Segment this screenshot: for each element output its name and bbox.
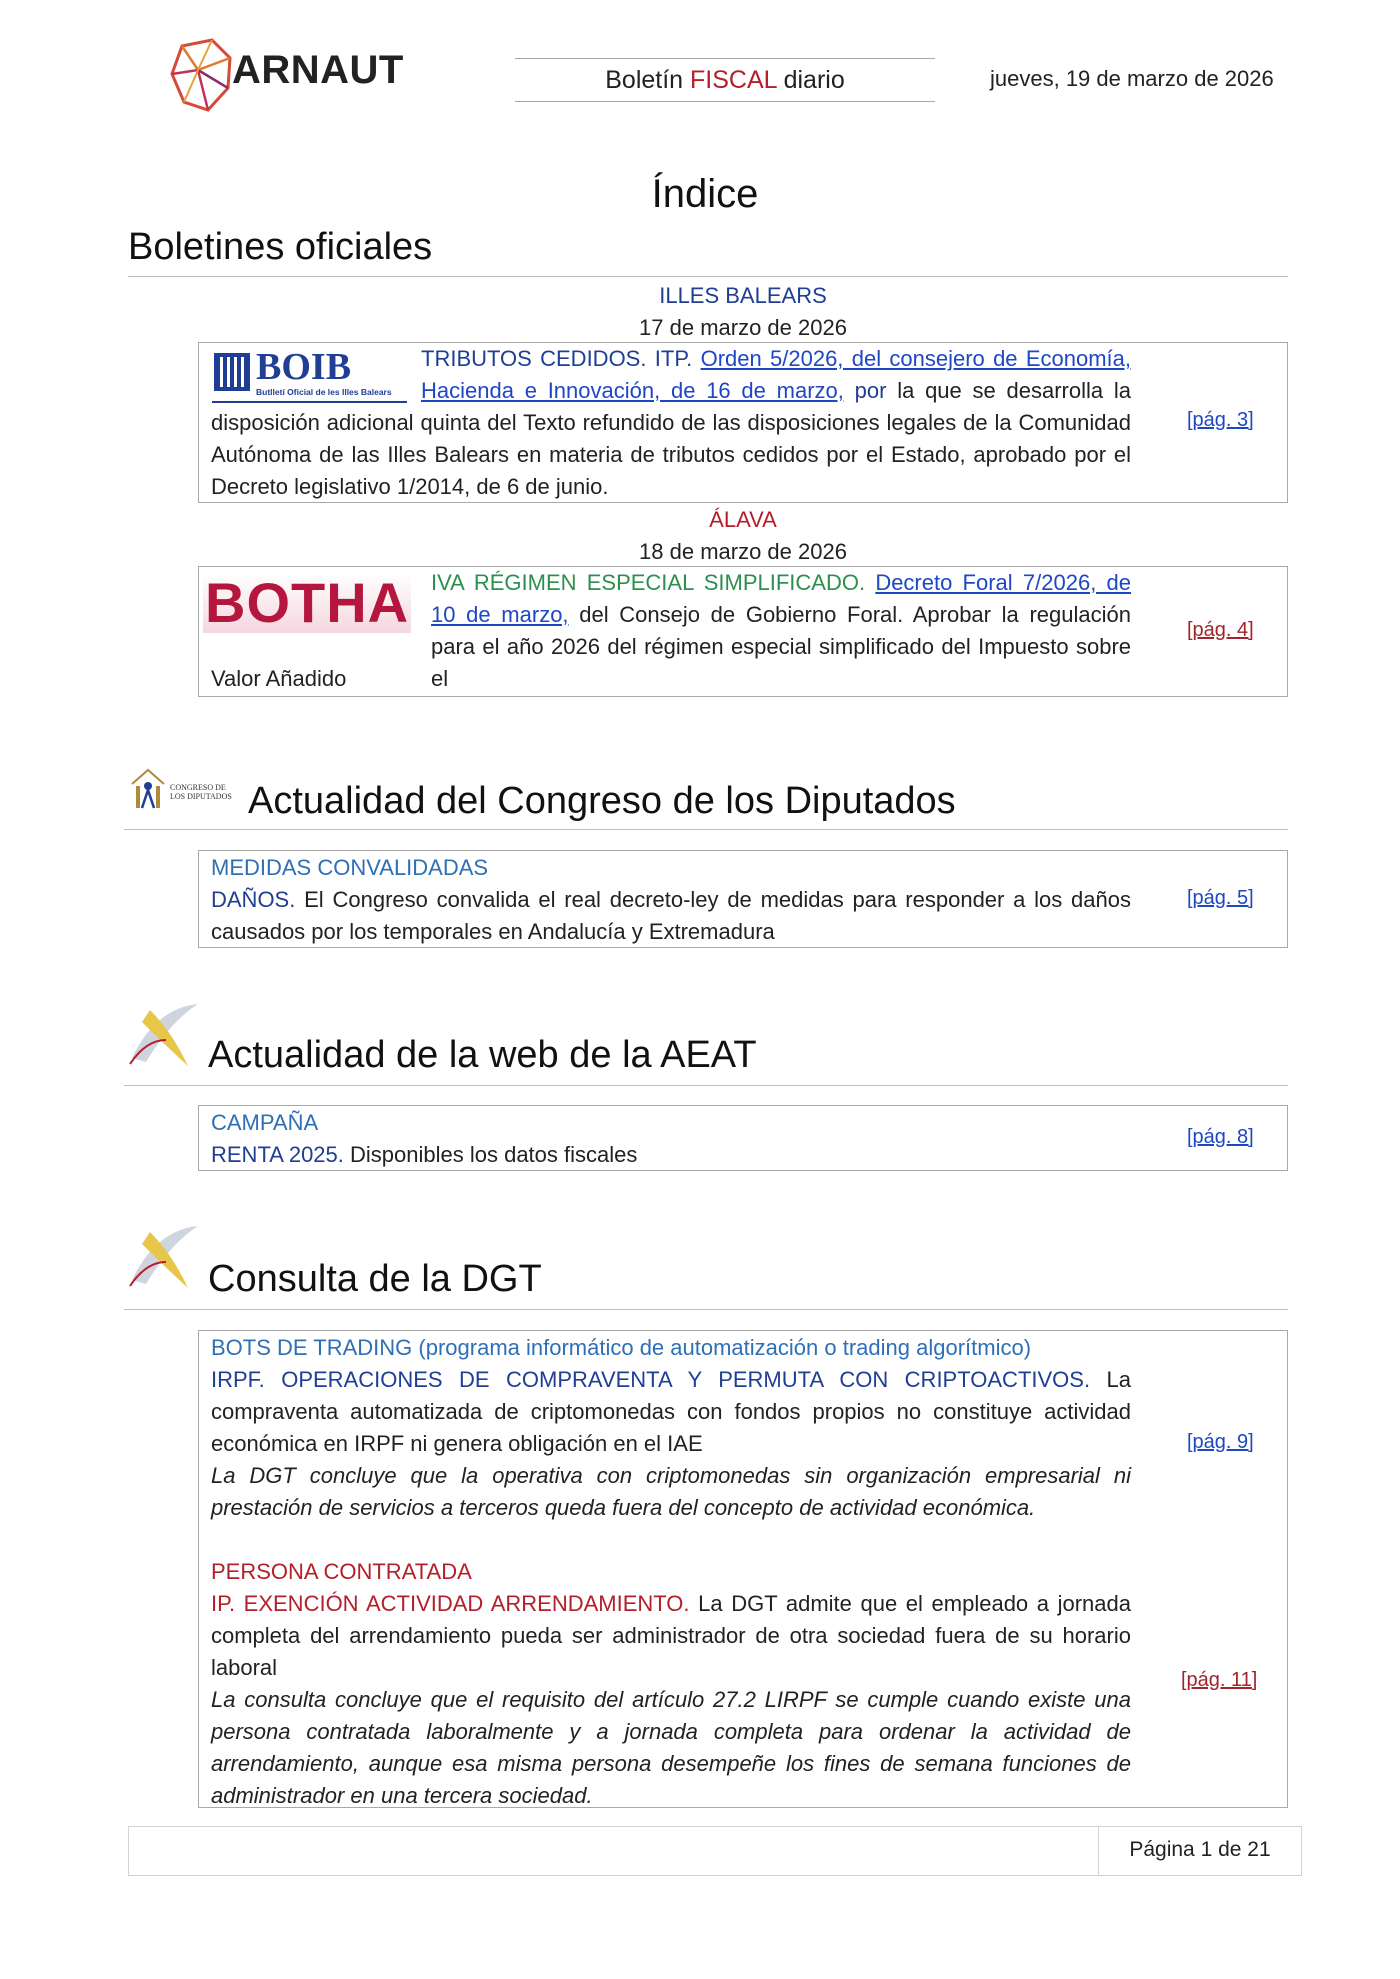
- aeat-category: CAMPAÑA: [211, 1110, 319, 1135]
- aeat-entry: [198, 1105, 1288, 1171]
- page-link-9[interactable]: [pág. 9]: [1187, 1431, 1254, 1453]
- section-title-boletines: Boletines oficiales: [128, 226, 433, 268]
- region-alava: ÁLAVA: [709, 507, 777, 532]
- boletin-entry-boib: [198, 342, 1288, 503]
- header-date: jueves, 19 de marzo de 2026: [990, 66, 1274, 91]
- congreso-logo-text: CONGRESO DE LOS DIPUTADOS: [170, 783, 232, 801]
- page-link-4[interactable]: [pág. 4]: [1187, 619, 1254, 641]
- botha-item-text: IVA RÉGIMEN ESPECIAL SIMPLIFICADO. Decreto Foral 7/2026, de 10 de marzo, del Consejo de Gobierno Foral. Aprobar la regulación para el año 2026 del régimen especial simplificado del Impuesto sobre el: [431, 570, 1131, 691]
- dgt-category-2: PERSONA CONTRATADA: [211, 1559, 472, 1584]
- section-divider: [128, 276, 1288, 277]
- boib-order-link[interactable]: Orden 5/2026, del consejero de Economía, Hacienda e Innovación, de 16 de marzo,: [421, 346, 1131, 403]
- region-illes-balears: ILLES BALEARS: [659, 283, 827, 308]
- dgt-logo-icon: [126, 1222, 208, 1292]
- dgt-category-1: BOTS DE TRADING (programa informático de automatización o trading algorítmico): [211, 1335, 1032, 1360]
- section-divider: [124, 1309, 1288, 1310]
- congreso-category: MEDIDAS CONVALIDADAS: [211, 855, 489, 880]
- dgt-item-2-text: IP. EXENCIÓN ACTIVIDAD ARRENDAMIENTO. La DGT admite que el empleado a jornada completa del arrendamiento pueda ser administrador de otra sociedad fuera de su horario laboral: [211, 1591, 1131, 1680]
- aeat-item-text: RENTA 2025. Disponibles los datos fiscales: [211, 1142, 638, 1167]
- congreso-entry: [198, 850, 1288, 948]
- page-link-11[interactable]: [pág. 11]: [1181, 1669, 1258, 1691]
- botha-logo-text: BOTHA: [205, 571, 410, 634]
- section-divider: [124, 1085, 1288, 1086]
- page-link-5[interactable]: [pág. 5]: [1187, 887, 1254, 909]
- page-number: Página 1 de 21: [1129, 1838, 1271, 1861]
- logo-text: ARNAUT: [232, 48, 404, 92]
- congreso-logo-icon: [126, 764, 170, 814]
- aeat-logo-icon: [126, 1000, 208, 1070]
- boletin-entry-botha: [198, 566, 1288, 697]
- dgt-item-1-text: IRPF. OPERACIONES DE COMPRAVENTA Y PERMUTA CON CRIPTOACTIVOS. La compraventa automatizada de criptomonedas con fondos propios no constituye actividad económica en IRPF ni genera obligación en el IAE: [211, 1367, 1131, 1456]
- section-title-dgt: Consulta de la DGT: [208, 1258, 542, 1300]
- dgt-item-1-summary: La DGT concluye que la operativa con criptomonedas sin organización empresarial ni prestación de servicios a terceros queda fuera del concepto de actividad económica.: [211, 1463, 1131, 1520]
- boib-item-text: TRIBUTOS CEDIDOS. ITP. Orden 5/2026, del consejero de Economía, Hacienda e Innovación, de 16 de marzo, por la que se desarrolla la disposición adicional quinta del Texto refundido de las disposiciones legales de la Comunidad Autónoma de las Illes Balears en materia de tributos cedidos por el Estado, aprobado por el Decreto legislativo 1/2014, de 6 de junio.: [211, 346, 1131, 499]
- page-link-3[interactable]: [pág. 3]: [1187, 409, 1254, 431]
- dgt-item-2-summary: La consulta concluye que el requisito del artículo 27.2 LIRPF se cumple cuando existe una persona contratada laboralmente y a jornada completa para ordenar la actividad de arrendamiento, aunque esa misma persona desempeñe los fines de semana funciones de administrador en una tercera sociedad.: [211, 1687, 1131, 1808]
- dgt-entry: [198, 1330, 1288, 1808]
- arnaut-logo-icon: [168, 36, 238, 114]
- bulletin-title: Boletín FISCAL diario: [515, 58, 935, 102]
- page-link-8[interactable]: [pág. 8]: [1187, 1126, 1254, 1148]
- section-title-congreso: Actualidad del Congreso de los Diputados: [248, 780, 956, 822]
- botha-logo: [203, 573, 411, 633]
- botha-decree-link[interactable]: Decreto Foral 7/2026, de 10 de marzo,: [431, 570, 1131, 627]
- section-title-aeat: Actualidad de la web de la AEAT: [208, 1034, 757, 1076]
- boib-logo-subtitle: Butlletí Oficial de les Illes Balears: [256, 387, 392, 397]
- date-alava: 18 de marzo de 2026: [639, 539, 847, 564]
- footer-divider: [1098, 1826, 1099, 1876]
- section-divider: [124, 829, 1288, 830]
- header: [0, 0, 1400, 130]
- boib-logo-text: BOIB: [256, 346, 352, 388]
- congreso-item-text: DAÑOS. El Congreso convalida el real decreto-ley de medidas para responder a los daños causados por los temporales en Andalucía y Extremadura: [211, 887, 1131, 944]
- date-illes-balears: 17 de marzo de 2026: [639, 315, 847, 340]
- botha-item-text-tail: Valor Añadido: [211, 666, 347, 691]
- index-title: Índice: [651, 172, 759, 216]
